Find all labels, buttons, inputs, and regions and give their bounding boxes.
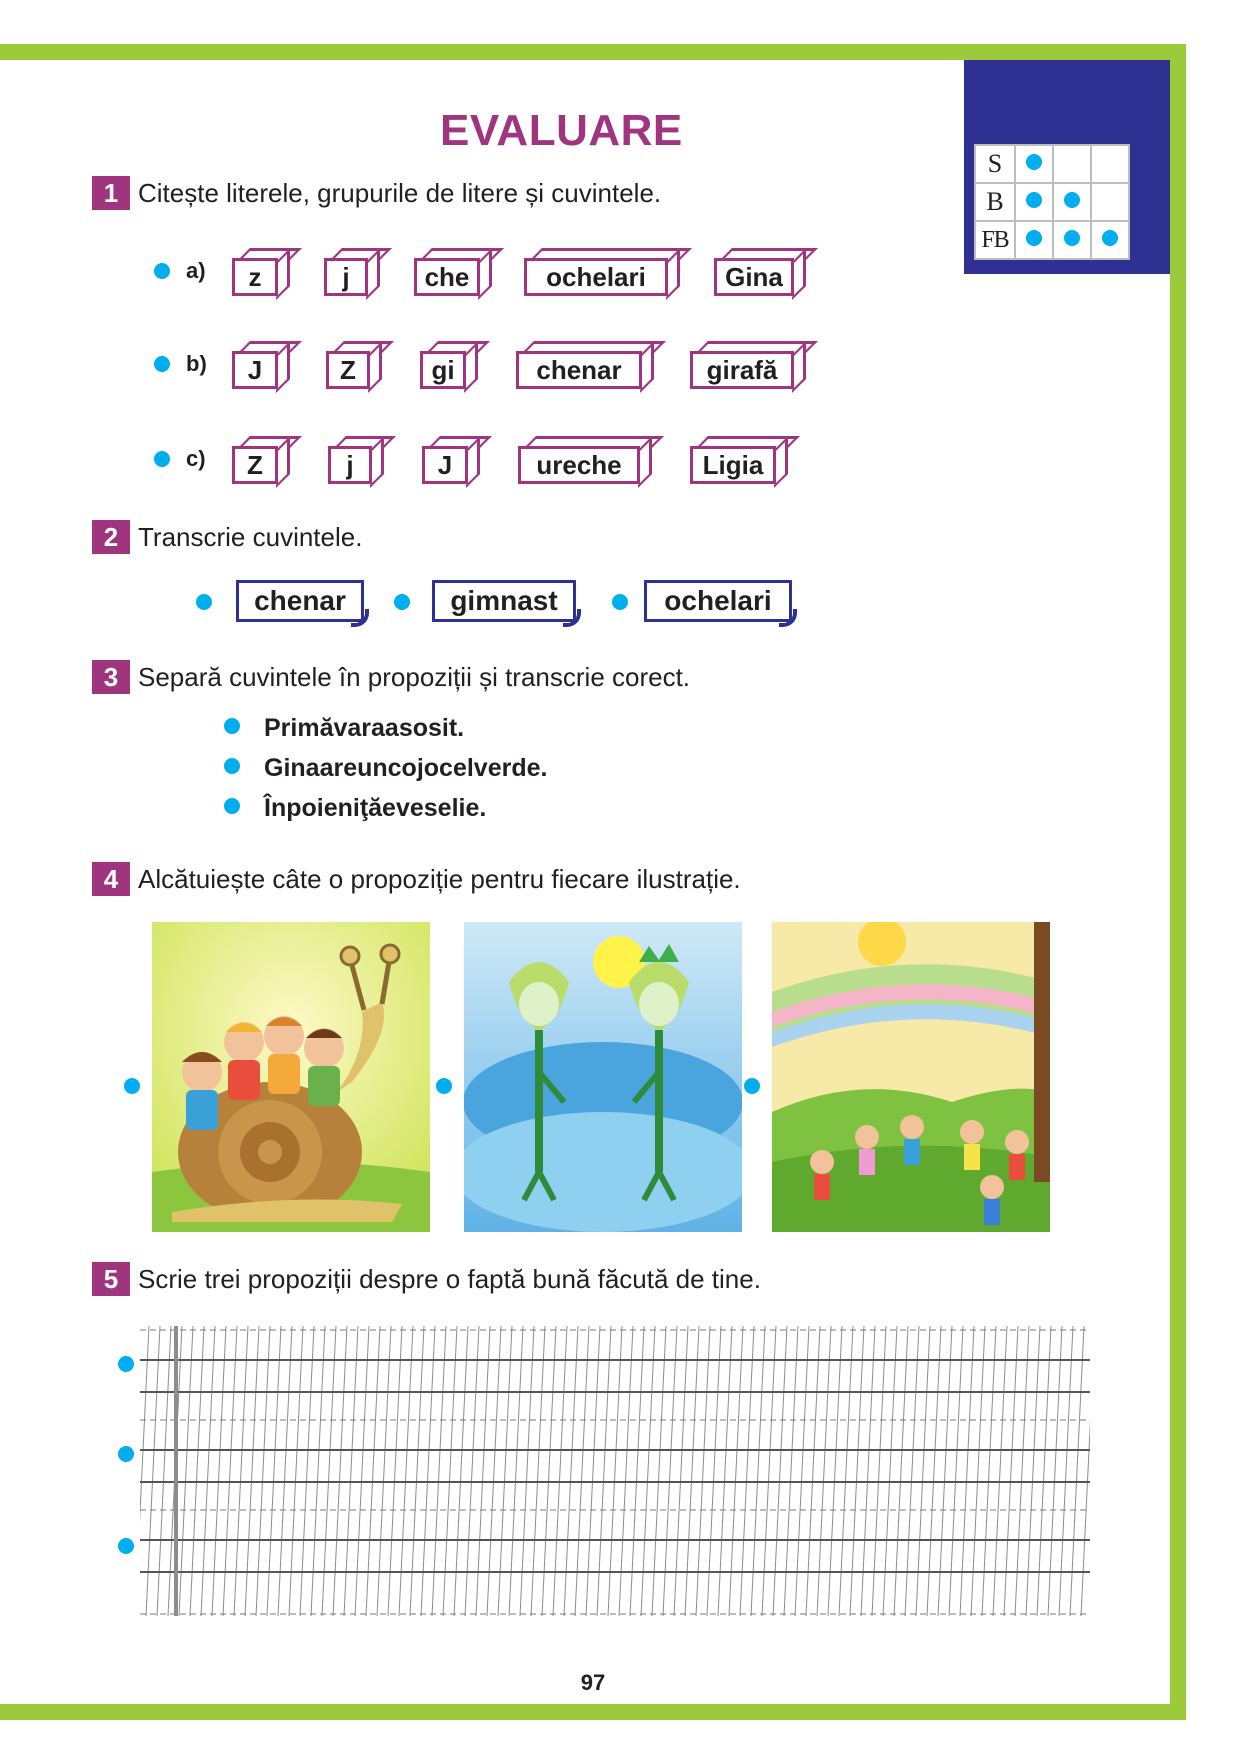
task-instruction: Transcrie cuvintele. bbox=[138, 522, 363, 552]
bullet-icon bbox=[612, 594, 628, 610]
grade-label: S bbox=[975, 145, 1015, 183]
bullet-icon bbox=[394, 594, 410, 610]
grade-row-fb bbox=[975, 221, 1129, 259]
word-box: chenar bbox=[516, 341, 654, 389]
joined-sentence: Înpoieniţăeveselie. bbox=[264, 794, 487, 822]
letter-box: che bbox=[414, 248, 492, 296]
bullet-icon bbox=[154, 356, 170, 372]
task-number: 1 bbox=[92, 176, 130, 210]
bullet-icon bbox=[196, 594, 212, 610]
row-label: c) bbox=[186, 446, 206, 471]
task-instruction: Citește literele, grupurile de litere și cuvintele. bbox=[138, 178, 662, 208]
task-instruction: Alcătuiește câte o propoziție pentru fiecare ilustrație. bbox=[138, 864, 741, 894]
word-box: Gina bbox=[714, 248, 806, 296]
bullet-icon bbox=[224, 718, 240, 734]
grade-row-b bbox=[975, 183, 1129, 221]
page-frame-right bbox=[1170, 44, 1186, 1720]
transcribe-word: ochelari bbox=[644, 580, 792, 622]
bullet-icon bbox=[224, 758, 240, 774]
bullet-icon bbox=[118, 1356, 134, 1372]
self-assessment-box bbox=[964, 60, 1170, 274]
illustration-leaf-characters bbox=[464, 922, 742, 1232]
letter-box: z bbox=[232, 248, 290, 296]
grade-dot bbox=[1026, 230, 1042, 246]
word-box: Ligia bbox=[690, 436, 788, 484]
writing-lines[interactable] bbox=[140, 1326, 1090, 1616]
illustration-snail-children bbox=[152, 922, 430, 1232]
page-number: 97 bbox=[580, 1670, 606, 1695]
bullet-icon bbox=[436, 1078, 452, 1094]
grade-dot bbox=[1102, 230, 1118, 246]
letter-box: Z bbox=[232, 436, 290, 484]
page-frame-top bbox=[0, 44, 1186, 60]
word-box: ureche bbox=[518, 436, 652, 484]
bullet-icon bbox=[124, 1078, 140, 1094]
grade-label: B bbox=[975, 183, 1015, 221]
joined-sentence: Ginaareuncojocelverde. bbox=[264, 754, 548, 782]
letter-box: gi bbox=[420, 341, 478, 389]
transcribe-word: chenar bbox=[236, 580, 364, 622]
task-instruction: Separă cuvintele în propoziții și transcrie corect. bbox=[138, 662, 691, 692]
letter-box: J bbox=[232, 341, 290, 389]
joined-sentence: Primăvaraasosit. bbox=[264, 714, 465, 742]
bullet-icon bbox=[154, 451, 170, 467]
letter-box: j bbox=[324, 248, 380, 296]
bullet-icon bbox=[118, 1446, 134, 1462]
grade-row-s bbox=[975, 145, 1129, 183]
task-number: 3 bbox=[92, 660, 130, 694]
grade-dot bbox=[1064, 192, 1080, 208]
task-number: 2 bbox=[92, 520, 130, 554]
page-frame-bottom bbox=[0, 1704, 1186, 1720]
page-title: EVALUARE bbox=[440, 106, 683, 155]
task-instruction: Scrie trei propoziții despre o faptă bună făcută de tine. bbox=[138, 1264, 761, 1294]
bullet-icon bbox=[118, 1538, 134, 1554]
task-number: 5 bbox=[92, 1262, 130, 1296]
bullet-icon bbox=[744, 1078, 760, 1094]
grade-dot bbox=[1026, 192, 1042, 208]
row-label: b) bbox=[186, 351, 207, 376]
word-box: ochelari bbox=[524, 248, 680, 296]
letter-box: j bbox=[328, 436, 384, 484]
transcribe-word: gimnast bbox=[432, 580, 576, 622]
letter-box: Z bbox=[326, 341, 382, 389]
bullet-icon bbox=[224, 798, 240, 814]
task-number: 4 bbox=[92, 862, 130, 896]
grade-dot bbox=[1064, 230, 1080, 246]
letter-box: J bbox=[422, 436, 480, 484]
self-assessment-table bbox=[974, 144, 1130, 260]
grade-label: FB bbox=[975, 221, 1015, 259]
grade-dot bbox=[1026, 154, 1042, 170]
illustration-children-meadow bbox=[772, 922, 1050, 1232]
row-label: a) bbox=[186, 258, 206, 283]
word-box: girafă bbox=[690, 341, 806, 389]
bullet-icon bbox=[154, 263, 170, 279]
